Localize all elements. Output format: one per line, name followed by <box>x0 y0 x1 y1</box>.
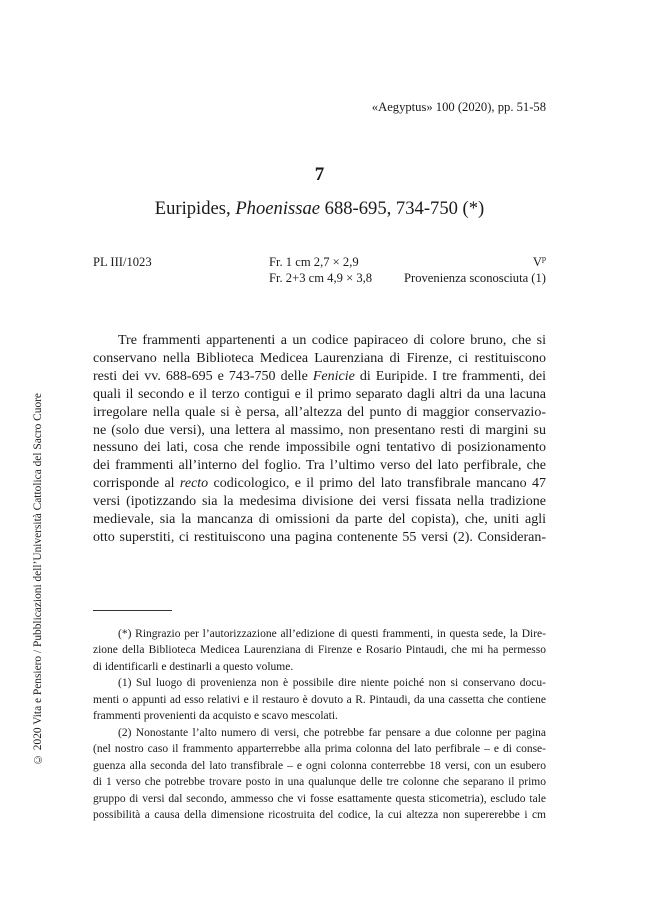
papyrus-side <box>533 254 546 270</box>
footnote-line: (2) Nonostante l’alto numero di versi, che potrebbe far pensare a due colonne per pagina <box>118 726 546 739</box>
footnote-line: di 1 verso che potrebbe trovare posto in una qualunque delle tre colonne che separano il primo <box>93 776 546 789</box>
body-line: otto superstiti, ci restituiscono una pagina contenente 55 versi (2). Consideran- <box>93 529 546 545</box>
fragments-2-3-size: Fr. 2+3 cm 4,9 × 3,8 <box>269 271 373 285</box>
fragment-1-size: Fr. 1 cm 2,7 × 2,9 <box>269 255 359 269</box>
footnote-line: (*) Ringrazio per l’autorizzazione all’edizione di questi frammenti, in questa sede, la Dire- <box>118 628 546 640</box>
footnotes <box>93 626 546 823</box>
footnote-line: menti o appunti ad esso relativi e il restauro è dovuto a R. Pintaudi, da una cassetta che contiene <box>93 693 546 706</box>
body-line: irregolare nella quale si è persa, all’altezza del punto di maggior conservazio- <box>93 404 546 420</box>
body-line: conservano nella Biblioteca Medicea Laurenziana di Firenze, ci restituiscono <box>93 350 546 366</box>
footnote-separator <box>93 610 172 611</box>
footnote-line: frammenti provenienti da acquisto e scavo mescolati. <box>93 710 338 723</box>
body-line: versi (ipotizzando sia la medesima divisione dei versi fissata nella tradizione <box>93 494 546 510</box>
body-line-text: codicologico, e il primo del lato transfibrale mancano 47 <box>208 476 546 492</box>
italic-title-fenicie: Fenicie <box>312 368 355 384</box>
footnote-acknowledgement <box>93 626 546 675</box>
title-work: Phoenissae <box>235 198 321 219</box>
footnote-2 <box>93 725 546 824</box>
footnote-line: gruppo di versi dal secondo, ammesso che vi fosse esattamente questa sticometria), escludo tale <box>93 792 546 805</box>
article-number: 7 <box>314 164 325 185</box>
footnote-1 <box>93 675 546 724</box>
footnote-line: (1) Sul luogo di provenienza non è possibile dire niente poiché non si conservano docu- <box>118 677 546 690</box>
side-letter: V <box>532 255 542 269</box>
body-line: ne (solo due versi), una lettera al massimo, non presentano resti di margini su <box>93 422 546 438</box>
footnote-line: zione della Biblioteca Medicea Laurenziana di Firenze e Rosario Pintaudi, che mi ha permesso <box>93 644 546 657</box>
body-line <box>93 368 546 386</box>
body-line-text: resti dei vv. 688-695 e 743-750 delle <box>93 368 313 384</box>
body-line: nessuno dei lati, cosa che rende impossibile ogni tentativo di posizionamento <box>93 440 546 456</box>
body-line: quali il secondo e il terzo contigui e il primo separato dagli altri da una lacuna <box>93 386 546 402</box>
body-line: Tre frammenti appartenenti a un codice papiraceo di colore bruno, che si <box>118 333 546 348</box>
side-superscript: p <box>542 254 546 263</box>
body-line <box>93 475 546 493</box>
journal-reference: «Aegyptus» 100 (2020), pp. 51-58 <box>371 100 546 114</box>
title-author: Euripides, <box>154 198 236 219</box>
body-line-text: di Euripide. I tre frammenti, dei <box>354 368 546 384</box>
provenance: Provenienza sconosciuta (1) <box>404 271 546 285</box>
body-line: dei frammenti all’interno del foglio. Tra l’ultimo verso del lato perfibrale, che <box>93 458 546 474</box>
footnote-line: guenza alla seconda del lato transfibrale – e ogni colonna conterrebbe 18 versi, con un esubero <box>93 759 546 772</box>
footnote-line: (nel nostro caso il frammento apparterrebbe alla prima colonna del lato perfibrale – e di conse- <box>93 743 546 756</box>
body-paragraph <box>93 332 546 547</box>
body-line: medievale, sia la mancanza di omissioni da parte del copista), che, uniti agli <box>93 512 546 528</box>
footnote-line: di identificarli e destinarli a questo volume. <box>93 660 294 673</box>
italic-term-recto: recto <box>179 476 209 492</box>
inventory-number: PL III/1023 <box>93 255 152 269</box>
footnote-line: possibilità a causa della dimensione ricostruita del codice, la cui altezza non supererebbe i cm <box>93 808 546 821</box>
copyright-notice: © 2020 Vita e Pensiero / Pubblicazioni dell’Università Cattolica del Sacro Cuore <box>32 393 44 766</box>
article-title <box>93 197 546 221</box>
body-line-text: corrisponde al <box>93 476 180 492</box>
title-verse-range: 688-695, 734-750 (*) <box>320 198 485 219</box>
